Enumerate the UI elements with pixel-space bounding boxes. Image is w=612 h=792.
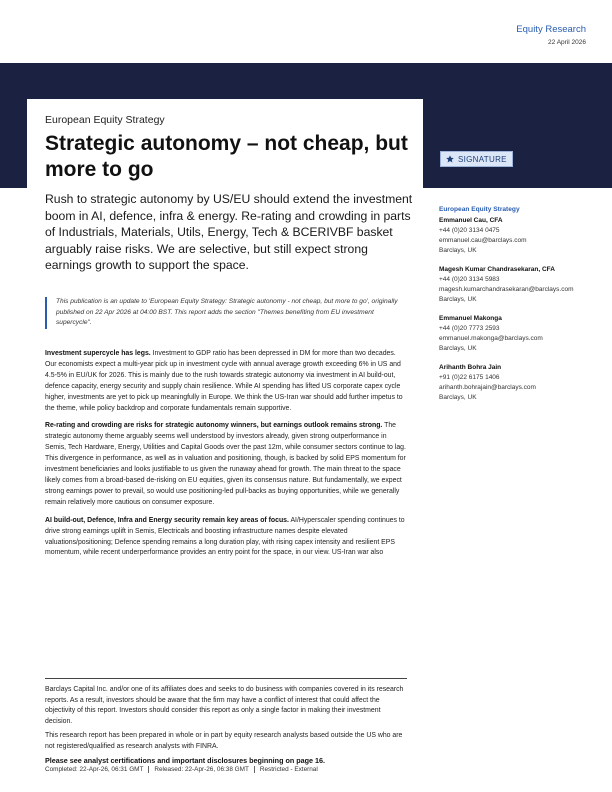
body-paragraph — [45, 349, 407, 414]
report-header — [516, 24, 586, 46]
analyst-entry — [439, 265, 599, 305]
paragraph-text: Investment to GDP ratio has been depressed in DM for more than two decades. Our economists expect a multi-year pick up in investment cycle with annual average growth exceeding 6% in US and 4.5-5% in EU/UK for 2026. This is mainly due to the rush towards strategic autonomy via investment in AI build-out, defence capacity, energy security and supply chain resilience. While AI spending has lifted US corporate capex cycle higher, investments are yet to pick up meaningfully in Europe. We think the US-Iran war should add further impetus to the theme, while policy backdrop and corporate fundamentals remain supportive. — [45, 350, 403, 412]
publication-date: 22 April 2026 — [548, 39, 586, 46]
classification-label: Restricted - External — [259, 766, 318, 773]
paragraph-heading: AI build-out, Defence, Infra and Energy security remain key areas of focus. — [45, 516, 289, 524]
analyst-phone: +44 (0)20 7773 2593 — [439, 325, 500, 332]
analyst-name: Arihanth Bohra Jain — [439, 364, 502, 371]
update-note: This publication is an update to 'European Equity Strategy: Strategic autonomy - not cheap, but more to go', originally published on 22 Apr 2026 at 04:00 BST. This report adds the section "Themes benefiting from EU investment supercycle". — [45, 297, 407, 329]
analyst-phone: +44 (0)20 3134 0475 — [439, 227, 500, 234]
analyst-location: Barclays, UK — [439, 345, 477, 352]
analyst-entry — [439, 216, 599, 256]
analyst-group-title: European Equity Strategy — [439, 206, 520, 213]
paragraph-text: The strategic autonomy theme arguably seems well understood by investors already, given strong outperformance in Semis, Tech Hardware, Energy, Utilities and Capital Goods over the past 12m, while consumer sectors continue to lag. This divergence in performance, as well as in valuation and positioning, though, is backed by solid EPS momentum for investment beneficiaries and looks justifiable to us given the runaway ahead for growth. The main threat to the space likely comes from a broad-based de-risking on EU equities, given its consensus nature. But fundamentally, we expect strong earnings power to prevail, so would use positioning-led pull-backs as buying opportunities, while we generally remain relatively more cautious on consumer exposure. — [45, 422, 406, 506]
report-summary: Rush to strategic autonomy by US/EU should extend the investment boom in AI, defence, infra & energy. Re-rating and crowding in parts of Industrials, Materials, Utils, Energy, Tech & BCERIVBF basket arguably raise risks. We are selective, but still expect strong earnings growth to support the space. — [45, 192, 413, 273]
analyst-name: Emmanuel Makonga — [439, 315, 502, 322]
analyst-entry — [439, 314, 599, 354]
analyst-location: Barclays, UK — [439, 394, 477, 401]
paragraph-heading: Re-rating and crowding are risks for strategic autonomy winners, but earnings outlook remains strong. — [45, 422, 383, 430]
released-timestamp: Released: 22-Apr-26, 06:38 GMT — [154, 766, 255, 773]
analyst-location: Barclays, UK — [439, 296, 477, 303]
disclosures-link[interactable]: Please see analyst certifications and important disclosures beginning on page 16. — [45, 756, 325, 765]
disclaimer-paragraph: This research report has been prepared in whole or in part by equity research analysts based outside the US who are not registered/qualified as research analysts with FINRA. — [45, 732, 403, 750]
star-icon — [446, 155, 454, 163]
status-bar — [45, 766, 407, 773]
analyst-phone: +44 (0)20 3134 5983 — [439, 276, 500, 283]
analyst-phone: +91 (0)22 6175 1406 — [439, 374, 500, 381]
analyst-name: Emmanuel Cau, CFA — [439, 217, 503, 224]
analyst-email-link[interactable]: magesh.kumarchandrasekaran@barclays.com — [439, 286, 574, 293]
analyst-sidebar — [439, 205, 599, 412]
paragraph-text: AI/Hyperscaler spending continues to drive strong earnings uplift in Semis, Electricals and boosting infrastructure names despite elevated valuations/positioning; Defence spending remains a long duration play, with rising capex intensity and resilient EPS momentum, while recent underperformance provides an entry point for the space, in our view. US-Iran war also — [45, 516, 405, 557]
disclaimer-paragraph: Barclays Capital Inc. and/or one of its affiliates does and seeks to do business with companies covered in its research reports. As a result, investors should be aware that the firm may have a conflict of interest that could affect the objectivity of this report. Investors should consider this report as only a single factor in making their investment decision. — [45, 686, 404, 725]
analyst-email-link[interactable]: arihanth.bohrajain@barclays.com — [439, 384, 536, 391]
analyst-entry — [439, 363, 599, 403]
disclaimer-footer — [45, 678, 407, 767]
analyst-name: Magesh Kumar Chandrasekaran, CFA — [439, 266, 555, 273]
analyst-email-link[interactable]: emmanuel.cau@barclays.com — [439, 237, 527, 244]
body-paragraph — [45, 516, 407, 560]
signature-badge-label: SIGNATURE — [458, 154, 507, 164]
analyst-email-link[interactable]: emmanuel.makonga@barclays.com — [439, 335, 543, 342]
page-title: Strategic autonomy – not cheap, but more to go — [45, 132, 408, 181]
paragraph-heading: Investment supercycle has legs. — [45, 350, 151, 357]
signature-badge — [440, 151, 513, 167]
analyst-location: Barclays, UK — [439, 247, 477, 254]
research-series: Equity Research — [516, 24, 586, 35]
completed-timestamp: Completed: 22-Apr-26, 06:31 GMT — [45, 766, 149, 773]
body-paragraph — [45, 421, 407, 508]
report-kicker: European Equity Strategy — [45, 114, 165, 126]
report-body — [45, 349, 407, 566]
